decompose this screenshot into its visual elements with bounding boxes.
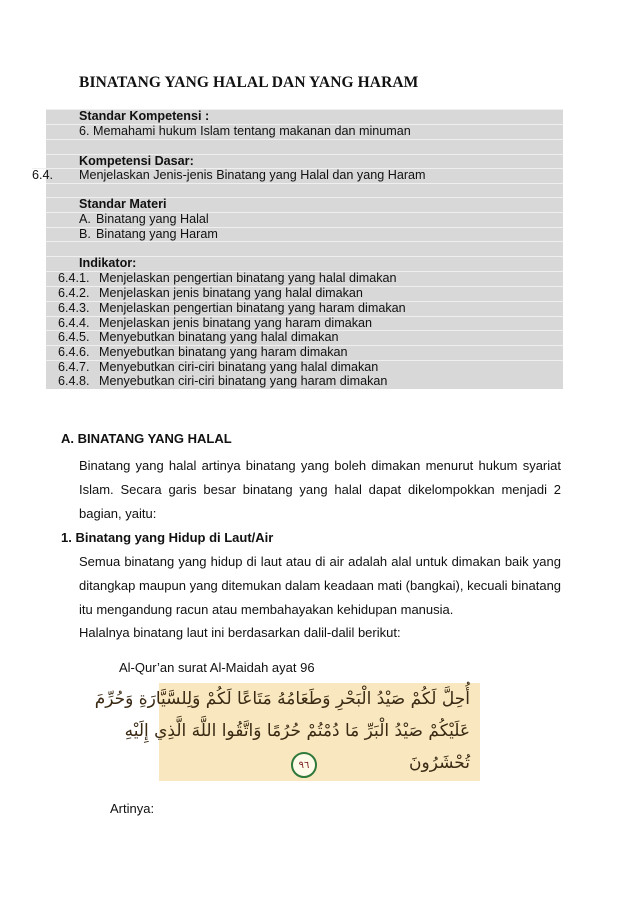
indikator-text: Menyebutkan ciri-ciri binatang yang haram dimakan [99, 374, 388, 388]
indikator-num: 6.4.5. [58, 330, 90, 344]
indikator-text: Menjelaskan jenis binatang yang haram dimakan [99, 316, 373, 330]
section-a-line: Islam. Secara garis besar binatang yang halal dapat dikelompokkan menjadi 2 [79, 482, 561, 497]
section-a-heading: A. BINATANG YANG HALAL [61, 431, 232, 446]
subsection-1-heading: 1. Binatang yang Hidup di Laut/Air [61, 530, 274, 545]
subsection-1-line: ditangkap maupun yang ditemukan dalam keadaan mati (bangkai), kecuali binatang [79, 578, 562, 593]
kompetensi-dasar-label: Kompetensi Dasar: [79, 154, 194, 168]
arabic-line: أُحِلَّ لَكُمْ صَيْدُ الْبَحْرِ وَطَعَامُهُ مَتَاعًا لَكُمْ وَلِلسَّيَّارَةِ وَحُرِّمَ [94, 689, 470, 709]
indikator-num: 6.4.6. [58, 345, 90, 359]
standar-materi-label-row [46, 197, 563, 211]
indikator-row [46, 316, 563, 330]
indikator-text: Menjelaskan jenis binatang yang halal dimakan [99, 286, 363, 300]
standar-kompetensi-label: Standar Kompetensi : [79, 109, 210, 123]
indikator-label-row [46, 256, 563, 270]
indikator-row [46, 330, 563, 344]
page-title: BINATANG YANG HALAL DAN YANG HARAM [79, 74, 419, 91]
section-a-line: bagian, yaitu: [79, 506, 157, 521]
blank-row [46, 241, 563, 242]
blank-row [46, 139, 563, 140]
indikator-num: 6.4.1. [58, 271, 90, 285]
indikator-row [46, 286, 563, 300]
section-a-line: Binatang yang halal artinya binatang yang boleh dimakan menurut hukum syariat [79, 458, 561, 473]
standar-kompetensi-row [46, 124, 563, 138]
ayah-number-icon: ٩٦ [291, 752, 317, 778]
indikator-text: Menjelaskan pengertian binatang yang halal dimakan [99, 271, 397, 285]
materi-letter: B. [79, 227, 91, 241]
arabic-line: تُحْشَرُونَ [409, 753, 470, 773]
kompetensi-dasar-label-row [46, 154, 563, 168]
subsection-1-line: itu mengandung racun atau membahayakan kehidupan manusia. [79, 602, 454, 617]
indikator-row [46, 301, 563, 315]
quran-reference: Al-Qur’an surat Al-Maidah ayat 96 [119, 660, 315, 675]
materi-letter: A. [79, 212, 91, 226]
materi-text: Binatang yang Halal [96, 212, 209, 226]
standar-materi-label: Standar Materi [79, 197, 167, 211]
standar-kompetensi-label-row [46, 109, 563, 123]
subsection-1-line: Semua binatang yang hidup di laut atau di air adalah alal untuk dimakan baik yang [79, 554, 561, 569]
indikator-label: Indikator: [79, 256, 137, 270]
indikator-text: Menyebutkan binatang yang halal dimakan [99, 330, 339, 344]
indikator-num: 6.4.3. [58, 301, 90, 315]
indikator-num: 6.4.4. [58, 316, 90, 330]
indikator-text: Menyebutkan binatang yang haram dimakan [99, 345, 348, 359]
kompetensi-dasar-row [32, 168, 563, 182]
indikator-num: 6.4.7. [58, 360, 90, 374]
indikator-text: Menyebutkan ciri-ciri binatang yang halal dimakan [99, 360, 379, 374]
materi-row [46, 227, 563, 241]
materi-text: Binatang yang Haram [96, 227, 218, 241]
indikator-num: 6.4.2. [58, 286, 90, 300]
kompetensi-dasar-num: 6.4. [32, 168, 54, 182]
indikator-row [46, 345, 563, 359]
indikator-text: Menjelaskan pengertian binatang yang haram dimakan [99, 301, 406, 315]
arabic-line: عَلَيْكُمْ صَيْدُ الْبَرِّ مَا دُمْتُمْ حُرُمًا وَاتَّقُوا اللَّهَ الَّذِي إِلَيْهِ [124, 721, 470, 741]
dalil-intro: Halalnya binatang laut ini berdasarkan dalil-dalil berikut: [79, 625, 401, 640]
materi-row [46, 212, 563, 226]
standar-kompetensi-text: 6. Memahami hukum Islam tentang makanan dan minuman [79, 124, 411, 138]
blank-row [46, 183, 563, 184]
indikator-num: 6.4.8. [58, 374, 90, 388]
quran-verse-image [94, 683, 480, 781]
indikator-row [46, 360, 563, 374]
indikator-row [46, 271, 563, 285]
artinya-label: Artinya: [110, 801, 155, 816]
kompetensi-dasar-text: Menjelaskan Jenis-jenis Binatang yang Halal dan yang Haram [79, 168, 426, 182]
